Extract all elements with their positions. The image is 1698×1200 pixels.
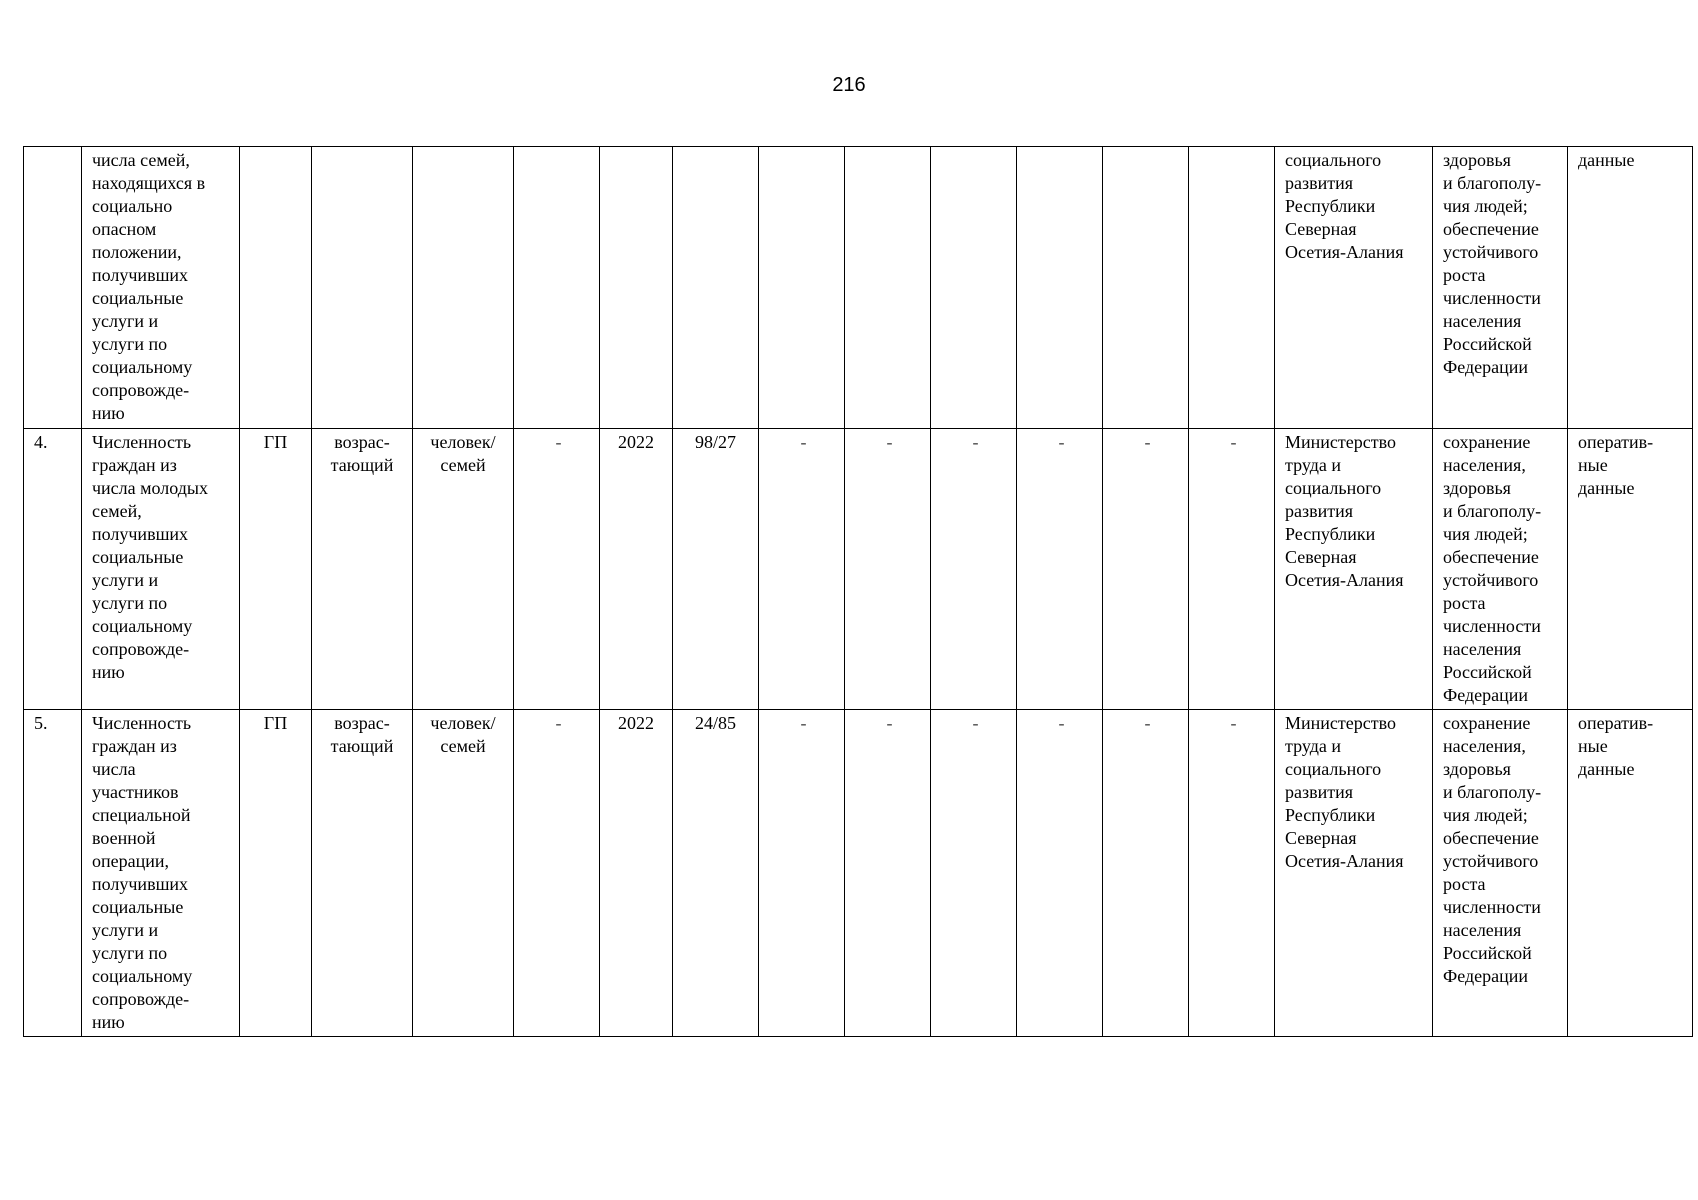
cell-level — [240, 147, 312, 429]
cell-value-2027: - — [1103, 429, 1189, 710]
cell-number — [24, 147, 82, 429]
cell-value-2028: - — [1189, 710, 1275, 1037]
cell-national-goal: сохранение населения, здоровья и благополу- чия людей; обеспечение устойчивого роста численности населения Российской Федерации — [1433, 710, 1568, 1037]
cell-indicator-name: Численность граждан из числа участников специальной военной операции, получивших социальные услуги и услуги по социальному сопровожде- нию — [82, 710, 240, 1037]
cell-unit: человек/ семей — [413, 429, 514, 710]
cell-responsible: социального развития Республики Северная Осетия-Алания — [1275, 147, 1433, 429]
cell-data-source: оператив- ные данные — [1568, 710, 1693, 1037]
cell-value-2024 — [845, 147, 931, 429]
cell-responsible: Министерство труда и социального развития Республики Северная Осетия-Алания — [1275, 710, 1433, 1037]
cell-value-2025 — [931, 147, 1017, 429]
cell-value-2025: - — [931, 429, 1017, 710]
cell-direction — [312, 147, 413, 429]
cell-national-goal: здоровья и благополу- чия людей; обеспечение устойчивого роста численности населения Российской Федерации — [1433, 147, 1568, 429]
cell-value-2023 — [759, 147, 845, 429]
cell-value-2024: - — [845, 710, 931, 1037]
cell-unit: человек/ семей — [413, 710, 514, 1037]
cell-base-year: 2022 — [600, 710, 673, 1037]
cell-national-goal: сохранение населения, здоровья и благополу- чия людей; обеспечение устойчивого роста численности населения Российской Федерации — [1433, 429, 1568, 710]
cell-value-2027: - — [1103, 710, 1189, 1037]
cell-value-2026: - — [1017, 710, 1103, 1037]
cell-base-value — [514, 147, 600, 429]
cell-value-2023: - — [759, 429, 845, 710]
cell-indicator-name: числа семей, находящихся в социально опасном положении, получивших социальные услуги и услуги по социальному сопровожде- нию — [82, 147, 240, 429]
cell-value-2024: - — [845, 429, 931, 710]
cell-unit — [413, 147, 514, 429]
cell-base-year: 2022 — [600, 429, 673, 710]
page-number: 216 — [832, 74, 866, 96]
cell-value-2026 — [1017, 147, 1103, 429]
cell-value-2028 — [1189, 147, 1275, 429]
cell-value-2022 — [673, 147, 759, 429]
cell-value-2022: 98/27 — [673, 429, 759, 710]
cell-value-2025: - — [931, 710, 1017, 1037]
cell-value-2028: - — [1189, 429, 1275, 710]
cell-value-2022: 24/85 — [673, 710, 759, 1037]
cell-base-year — [600, 147, 673, 429]
cell-value-2026: - — [1017, 429, 1103, 710]
cell-indicator-name: Численность граждан из числа молодых семей, получивших социальные услуги и услуги по социальному сопровожде- нию — [82, 429, 240, 710]
cell-direction: возрас- тающий — [312, 429, 413, 710]
cell-data-source: данные — [1568, 147, 1693, 429]
cell-direction: возрас- тающий — [312, 710, 413, 1037]
cell-base-value: - — [514, 710, 600, 1037]
cell-value-2027 — [1103, 147, 1189, 429]
table-row — [24, 429, 1693, 710]
cell-data-source: оператив- ные данные — [1568, 429, 1693, 710]
cell-number: 5. — [24, 710, 82, 1037]
indicator-table — [23, 146, 1693, 1037]
cell-base-value: - — [514, 429, 600, 710]
cell-responsible: Министерство труда и социального развития Республики Северная Осетия-Алания — [1275, 429, 1433, 710]
table-row — [24, 147, 1693, 429]
cell-number: 4. — [24, 429, 82, 710]
table-row — [24, 710, 1693, 1037]
cell-level: ГП — [240, 429, 312, 710]
cell-value-2023: - — [759, 710, 845, 1037]
cell-level: ГП — [240, 710, 312, 1037]
